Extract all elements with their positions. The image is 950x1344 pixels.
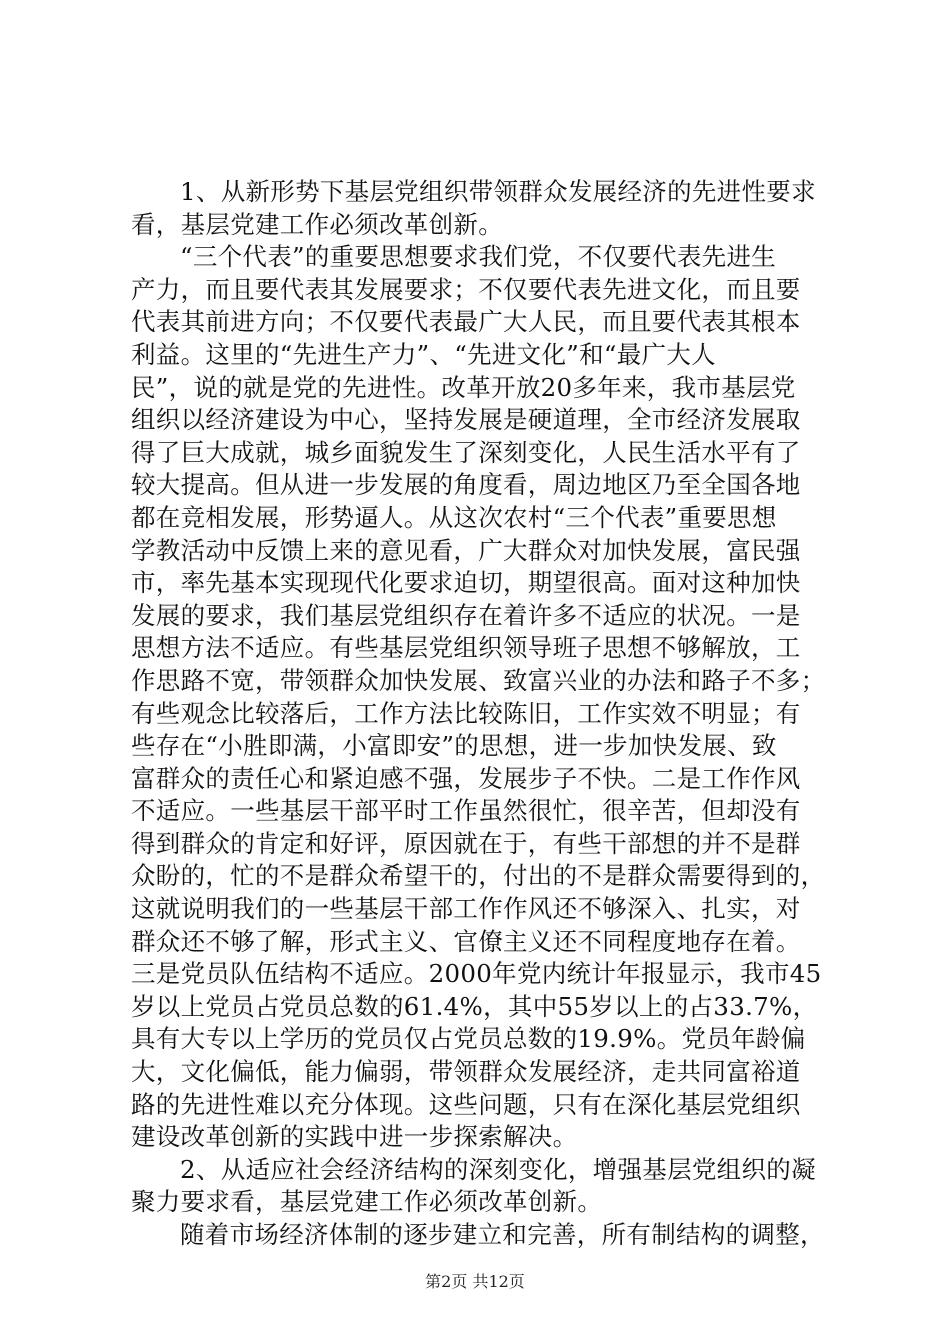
page-number-label: 第2页 共12页 — [425, 1272, 525, 1291]
paragraph-3-heading: 2、从适应社会经济结构的深刻变化，增强基层党组织的凝 聚力要求看，基层党建工作必须改革创新。 — [131, 1154, 816, 1217]
page-footer — [0, 1272, 950, 1292]
document-body — [131, 176, 831, 1252]
paragraph-2-body: “三个代表”的重要思想要求我们党，不仅要代表先进生 产力，而且要代表其发展要求；不仅要代表先进文化，而且要 代表其前进方向；不仅要代表最广大人民，而且要代表其根本 利益。这里的“先进生产力”、“先进文化”和“最广大人 民”，说的就是党的先进性。改革开放20多年来，我市基层党 组织以经济建设为中心，坚持发展是硬道理，全市经济发展取 得了巨大成就，城乡面貌发生了深刻变化，人民生活水平有了 较大提高。但从进一步发展的角度看，周边地区乃至全国各地 都在竞相发展，形势逼人。从这次农村“三个代表”重要思想 学教活动中反馈上来的意见看，广大群众对加快发展，富民强 市，率先基本实现现代化要求迫切，期望很高。面对这种加快 发展的要求，我们基层党组织存在着许多不适应的状况。一是 思想方法不适应。有些基层党组织领导班子思想不够解放，工 作思路不宽，带领群众加快发展、致富兴业的办法和路子不多； 有些观念比较落后，工作方法比较陈旧，工作实效不明显；有 些存在“小胜即满，小富即安”的思想，进一步加快发展、致 富群众的责任心和紧迫感不强，发展步子不快。二是工作作风 不适应。一些基层干部平时工作虽然很忙，很辛苦，但却没有 得到群众的肯定和好评，原因就在于，有些干部想的并不是群 众盼的，忙的不是群众希望干的，付出的不是群众需要得到的， 这就说明我们的一些基层干部工作作风还不够深入、扎实，对 群众还不够了解，形式主义、官僚主义还不同程度地存在着。 三是党员队伍结构不适应。2000年党内统计年报显示，我市45 岁以上党员占党员总数的61.4%，其中55岁以上的占33.7%， 具有大专以上学历的党员仅占党员总数的19.9%。党员年龄偏 大，文化偏低，能力偏弱，带领群众发展经济，走共同富裕道 路的先进性难以充分体现。这些问题，只有在深化基层党组织 建设改革创新的实践中进一步探索解决。 — [131, 242, 826, 1152]
paragraph-1-heading: 1、从新形势下基层党组织带领群众发展经济的先进性要求 看，基层党建工作必须改革创新。 — [131, 177, 816, 239]
paragraph-4-body: 随着市场经济体制的逐步建立和完善，所有制结构的调整， — [180, 1220, 825, 1249]
